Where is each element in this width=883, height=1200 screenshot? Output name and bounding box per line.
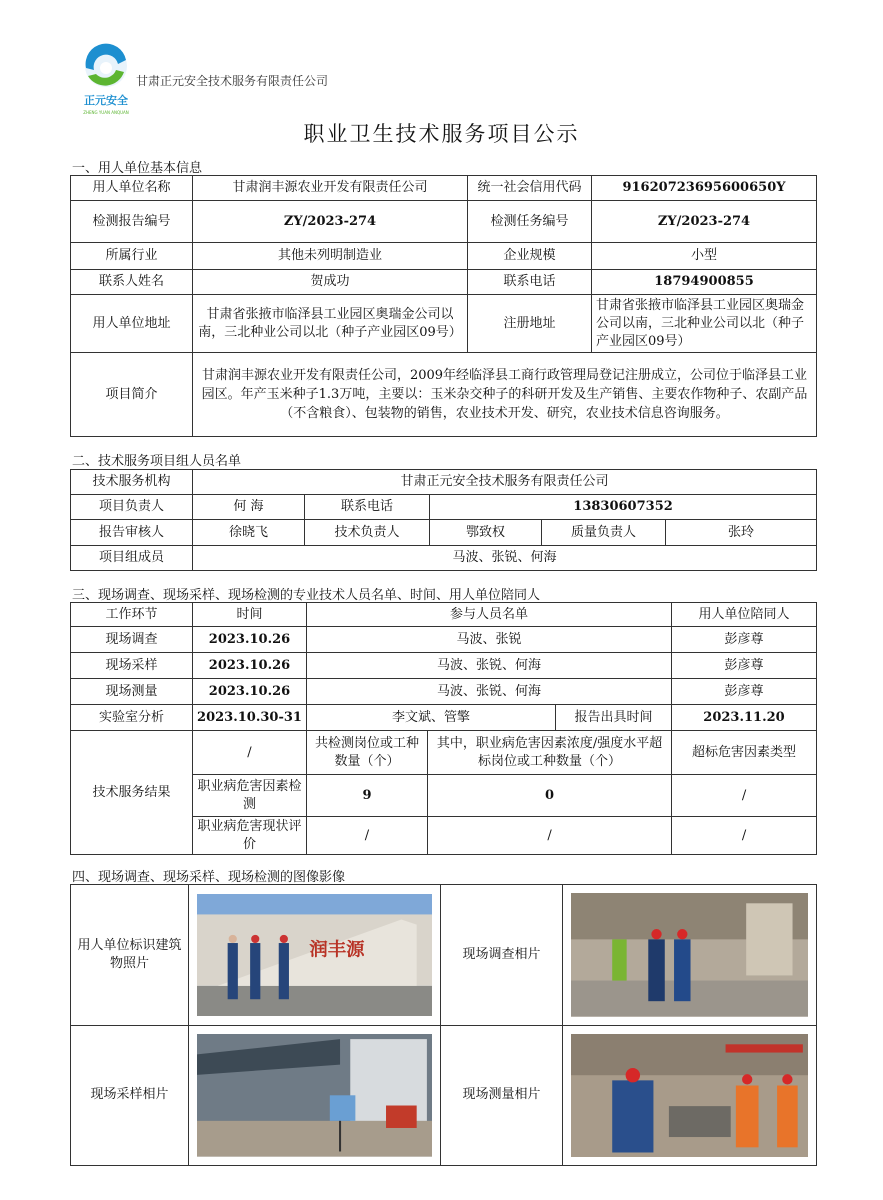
logo-text: 正元安全 xyxy=(84,94,128,107)
quality-leader: 张玲 xyxy=(666,520,817,546)
page-title: 职业卫生技术服务项目公示 xyxy=(303,122,580,146)
lab-time: 2023.10.30-31 xyxy=(193,705,307,731)
label-photo-sampling: 现场采样相片 xyxy=(71,1025,189,1166)
section1-heading: 一、用人单位基本信息 xyxy=(72,161,203,176)
report-no: ZY/2023-274 xyxy=(193,201,468,243)
label-report-time: 报告出具时间 xyxy=(556,705,672,731)
col-staff: 参与人员名单 xyxy=(307,603,672,627)
industry: 其他未列明制造业 xyxy=(193,243,468,270)
result-col-type: 超标危害因素类型 xyxy=(672,731,817,775)
task-no: ZY/2023-274 xyxy=(592,201,817,243)
detect-type: / xyxy=(672,775,817,817)
company-logo xyxy=(76,42,136,118)
label-credit-code: 统一社会信用代码 xyxy=(468,176,592,201)
col-time: 时间 xyxy=(193,603,307,627)
measure-escort: 彭彦尊 xyxy=(672,679,817,705)
stage-measure: 现场测量 xyxy=(71,679,193,705)
stage-lab: 实验室分析 xyxy=(71,705,193,731)
label-photo-survey: 现场调查相片 xyxy=(441,885,563,1026)
label-leader: 项目负责人 xyxy=(71,495,193,520)
reg-address: 甘肃省张掖市临泽县工业园区奥瑞金公司以南，三北种业公司以北（种子产业园区09号） xyxy=(592,295,817,353)
project-intro: 甘肃润丰源农业开发有限责任公司，2009年经临泽县工商行政管理局登记注册成立，公司位于临泽县工业园区。年产玉米种子1.3万吨，主要以：玉米杂交种子的科研开发及生产销售、主要农作物种子、农副产品（不含粮食）、包装物的销售，农业技术开发、研究，农业技术信息咨询服务。 xyxy=(193,353,817,437)
measure-photo xyxy=(571,1034,808,1158)
result-col-count: 共检测岗位或工种数量（个） xyxy=(307,731,428,775)
result-blank: / xyxy=(193,731,307,775)
survey-time: 2023.10.26 xyxy=(193,627,307,653)
report-time: 2023.11.20 xyxy=(672,705,817,731)
label-tech: 技术负责人 xyxy=(305,520,430,546)
contact-phone: 18794900855 xyxy=(592,270,817,295)
sampling-photo xyxy=(197,1034,432,1157)
contact-name: 贺成功 xyxy=(193,270,468,295)
sampling-escort: 彭彦尊 xyxy=(672,653,817,679)
result-col-over: 其中，职业病危害因素浓度/强度水平超标岗位或工种数量（个） xyxy=(428,731,672,775)
sampling-staff: 马波、张锐、何海 xyxy=(307,653,672,679)
col-escort: 用人单位陪同人 xyxy=(672,603,817,627)
label-reg-address: 注册地址 xyxy=(468,295,592,353)
survey-staff: 马波、张锐 xyxy=(307,627,672,653)
label-eval: 职业病危害现状评价 xyxy=(193,817,307,855)
label-task-no: 检测任务编号 xyxy=(468,201,592,243)
label-industry: 所属行业 xyxy=(71,243,193,270)
lab-staff: 李文斌、管擎 xyxy=(307,705,556,731)
label-contact: 联系人姓名 xyxy=(71,270,193,295)
section4-heading: 四、现场调查、现场采样、现场检测的图像影像 xyxy=(72,870,346,885)
svg-text:ZHENG YUAN ANQUAN: ZHENG YUAN ANQUAN xyxy=(83,110,129,115)
photo-table xyxy=(70,884,817,1166)
eval-type: / xyxy=(672,817,817,855)
measure-staff: 马波、张锐、何海 xyxy=(307,679,672,705)
survey-escort: 彭彦尊 xyxy=(672,627,817,653)
section3-heading: 三、现场调查、现场采样、现场检测的专业技术人员名单、时间、用人单位陪同人 xyxy=(72,588,541,603)
label-org: 技术服务机构 xyxy=(71,470,193,495)
stage-survey: 现场调查 xyxy=(71,627,193,653)
label-scale: 企业规模 xyxy=(468,243,592,270)
unit-info-table xyxy=(70,175,817,437)
leader-phone: 13830607352 xyxy=(430,495,817,520)
svg-text:润丰源: 润丰源 xyxy=(309,938,365,960)
building-photo xyxy=(197,894,432,1017)
section2-heading: 二、技术服务项目组人员名单 xyxy=(72,454,242,469)
label-report-no: 检测报告编号 xyxy=(71,201,193,243)
label-members: 项目组成员 xyxy=(71,546,193,571)
label-leader-phone: 联系电话 xyxy=(305,495,430,520)
label-detect: 职业病危害因素检测 xyxy=(193,775,307,817)
company-name: 甘肃正元安全技术服务有限责任公司 xyxy=(136,74,329,88)
label-reviewer: 报告审核人 xyxy=(71,520,193,546)
unit-address: 甘肃省张掖市临泽县工业园区奥瑞金公司以南，三北种业公司以北（种子产业园区09号） xyxy=(193,295,468,353)
label-photo-building: 用人单位标识建筑物照片 xyxy=(71,885,189,1026)
label-address: 用人单位地址 xyxy=(71,295,193,353)
reviewer: 徐晓飞 xyxy=(193,520,305,546)
detect-count: 9 xyxy=(307,775,428,817)
eval-count: / xyxy=(307,817,428,855)
col-stage: 工作环节 xyxy=(71,603,193,627)
stage-sampling: 现场采样 xyxy=(71,653,193,679)
team-members: 马波、张锐、何海 xyxy=(193,546,817,571)
label-phone: 联系电话 xyxy=(468,270,592,295)
sampling-time: 2023.10.26 xyxy=(193,653,307,679)
label-result: 技术服务结果 xyxy=(71,731,193,855)
label-quality: 质量负责人 xyxy=(542,520,666,546)
label-intro: 项目简介 xyxy=(71,353,193,437)
unit-name: 甘肃润丰源农业开发有限责任公司 xyxy=(193,176,468,201)
tech-leader: 鄂致权 xyxy=(430,520,542,546)
label-photo-measure: 现场测量相片 xyxy=(441,1025,563,1166)
fieldwork-table xyxy=(70,602,817,855)
credit-code: 91620723695600650Y xyxy=(592,176,817,201)
measure-time: 2023.10.26 xyxy=(193,679,307,705)
eval-over: / xyxy=(428,817,672,855)
label-unit-name: 用人单位名称 xyxy=(71,176,193,201)
detect-over: 0 xyxy=(428,775,672,817)
service-org: 甘肃正元安全技术服务有限责任公司 xyxy=(193,470,817,495)
team-table xyxy=(70,469,817,571)
project-leader: 何 海 xyxy=(193,495,305,520)
survey-photo xyxy=(571,893,808,1017)
scale: 小型 xyxy=(592,243,817,270)
